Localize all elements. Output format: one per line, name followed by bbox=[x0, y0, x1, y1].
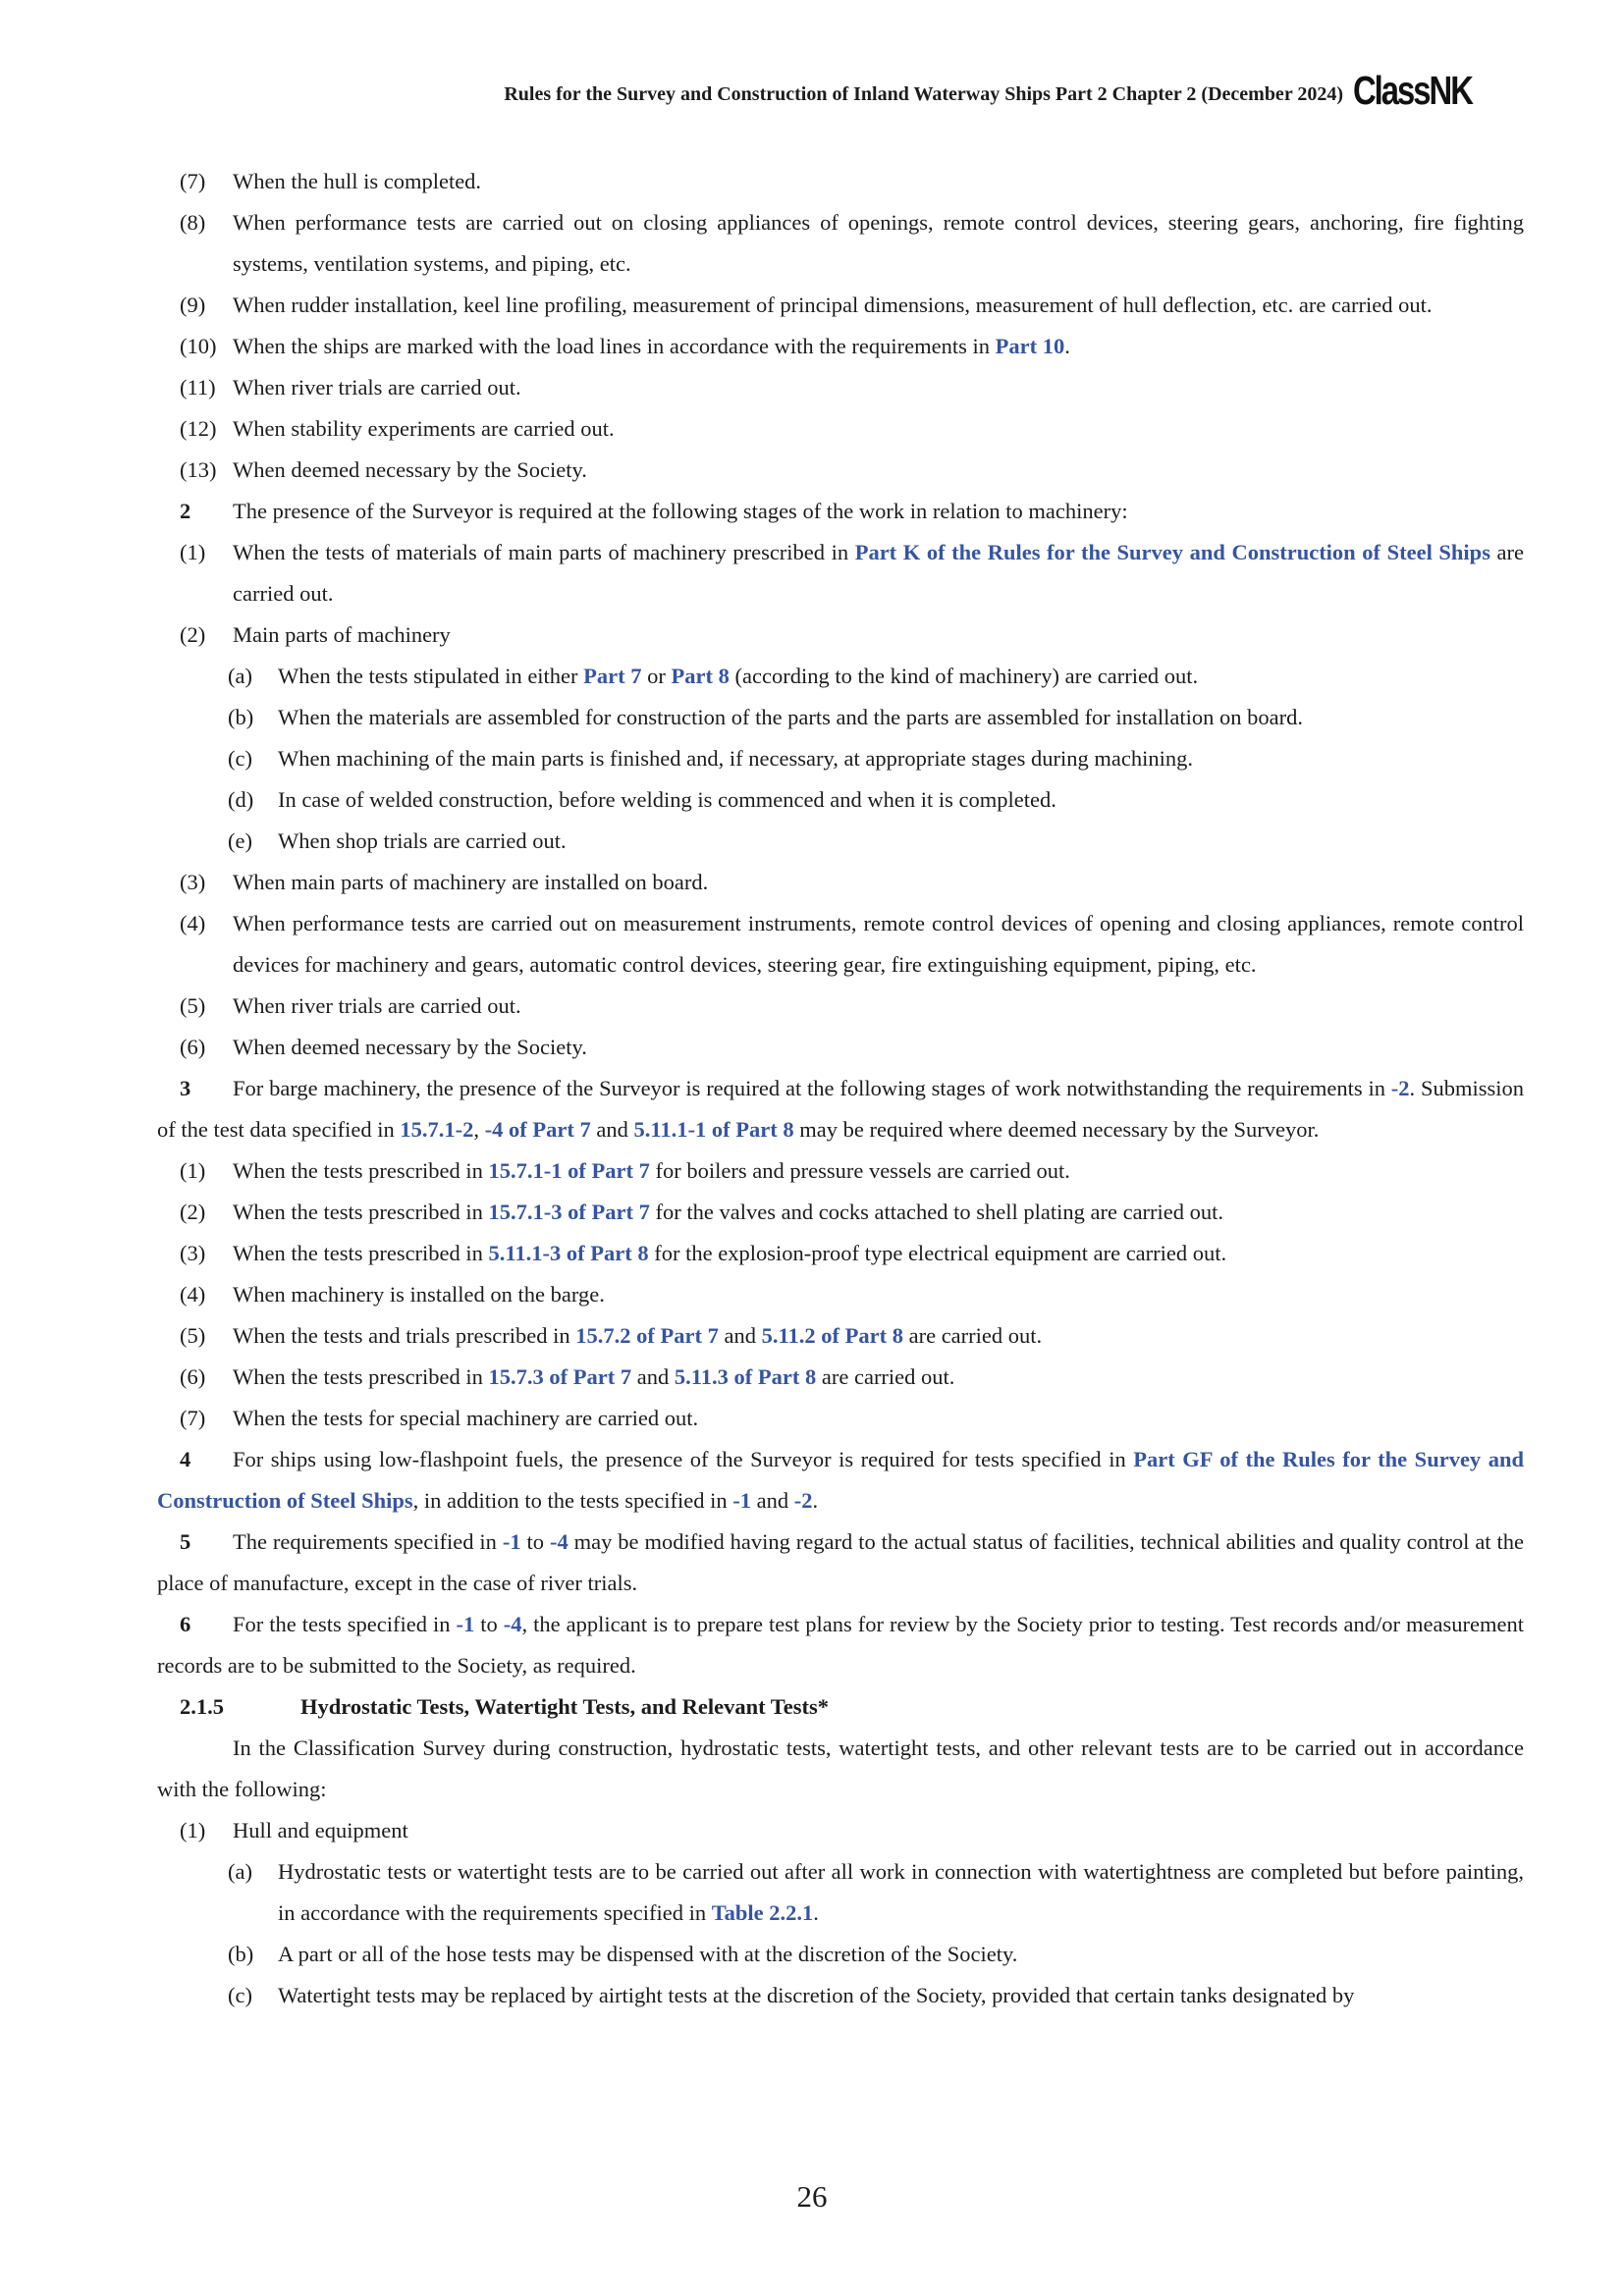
paragraph-5 bbox=[157, 408, 1524, 450]
text-run: When performance tests are carried out on closing appliances of openings, remote control devices, steering gears, anchoring, fire fighting systems, ventilation systems, and piping, etc. bbox=[233, 210, 1524, 276]
list-marker: (5) bbox=[180, 993, 206, 1018]
list-marker: 2 bbox=[180, 499, 191, 523]
list-marker: (a) bbox=[228, 664, 252, 688]
list-marker: (1) bbox=[180, 540, 206, 564]
text-run: In the Classification Survey during construction, hydrostatic tests, watertight tests, and other relevant tests are to be carried out in accordance with the following: bbox=[157, 1735, 1524, 1801]
paragraph-0 bbox=[157, 161, 1524, 202]
header-title: Rules for the Survey and Construction of Inland Waterway Ships Part 2 Chapter 2 (December 2024) bbox=[504, 83, 1343, 105]
paragraph-11 bbox=[157, 697, 1524, 738]
text-run: When river trials are carried out. bbox=[233, 375, 521, 400]
list-marker: (4) bbox=[180, 911, 206, 935]
text-run: for the explosion-proof type electrical equipment are carried out. bbox=[648, 1241, 1227, 1265]
text-run: When the tests prescribed in bbox=[233, 1158, 489, 1183]
text-run: are carried out. bbox=[233, 540, 1524, 606]
paragraph-22 bbox=[157, 1233, 1524, 1274]
paragraph-14 bbox=[157, 821, 1524, 862]
paragraph-7 bbox=[157, 491, 1524, 532]
text-run: are carried out. bbox=[902, 1323, 1043, 1348]
cross-reference-link[interactable]: -2 bbox=[1390, 1076, 1410, 1100]
list-marker: (6) bbox=[180, 1364, 206, 1389]
cross-reference-link[interactable]: 5.11.1-1 of Part 8 bbox=[633, 1117, 794, 1142]
text-run: The requirements specified in bbox=[233, 1529, 503, 1554]
list-marker: 6 bbox=[180, 1612, 191, 1636]
list-marker: (8) bbox=[180, 210, 206, 235]
text-run: to bbox=[520, 1529, 550, 1554]
text-run: When shop trials are carried out. bbox=[278, 828, 567, 853]
cross-reference-link[interactable]: Part 8 bbox=[671, 664, 730, 688]
paragraph-4 bbox=[157, 367, 1524, 408]
text-run: When main parts of machinery are installed on board. bbox=[233, 870, 709, 894]
text-run: A part or all of the hose tests may be dispensed with at the discretion of the Society. bbox=[278, 1942, 1018, 1966]
paragraph-34 bbox=[157, 1934, 1524, 1975]
paragraph-35 bbox=[157, 1975, 1524, 2016]
list-marker: 4 bbox=[180, 1447, 191, 1471]
list-marker: (9) bbox=[180, 293, 206, 317]
list-marker: (d) bbox=[228, 787, 254, 812]
text-run: When rudder installation, keel line profiling, measurement of principal dimensions, measurement of hull deflection, etc. are carried out. bbox=[233, 293, 1433, 317]
cross-reference-link[interactable]: 5.11.3 of Part 8 bbox=[674, 1364, 817, 1389]
list-marker: (b) bbox=[228, 705, 254, 729]
list-marker: 3 bbox=[180, 1076, 191, 1100]
paragraph-10 bbox=[157, 656, 1524, 697]
text-run: When deemed necessary by the Society. bbox=[233, 457, 587, 482]
paragraph-9 bbox=[157, 614, 1524, 656]
text-run: When deemed necessary by the Society. bbox=[233, 1035, 587, 1059]
paragraph-3 bbox=[157, 326, 1524, 367]
cross-reference-link[interactable]: 5.11.2 of Part 8 bbox=[761, 1323, 903, 1348]
text-run: When river trials are carried out. bbox=[233, 993, 521, 1018]
list-marker: (6) bbox=[180, 1035, 206, 1059]
cross-reference-link[interactable]: -4 bbox=[503, 1612, 522, 1636]
list-marker: (4) bbox=[180, 1282, 206, 1307]
text-run: When the ships are marked with the load lines in accordance with the requirements in bbox=[233, 334, 996, 358]
list-marker: (3) bbox=[180, 1241, 206, 1265]
paragraph-6 bbox=[157, 450, 1524, 491]
cross-reference-link[interactable]: -4 bbox=[549, 1529, 568, 1554]
text-run: . Submission of the test data specified in bbox=[157, 1076, 1525, 1142]
paragraph-12 bbox=[157, 738, 1524, 779]
text-run: . bbox=[813, 1900, 819, 1925]
text-run: are carried out. bbox=[816, 1364, 955, 1389]
list-marker: (c) bbox=[228, 746, 252, 771]
text-run: (according to the kind of machinery) are carried out. bbox=[729, 664, 1199, 688]
list-marker: (3) bbox=[180, 870, 206, 894]
paragraph-16 bbox=[157, 903, 1524, 986]
paragraph-28 bbox=[157, 1522, 1524, 1604]
paragraph-15 bbox=[157, 862, 1524, 903]
section-heading bbox=[157, 1686, 1524, 1728]
list-marker: (2) bbox=[180, 622, 206, 647]
text-run: When machining of the main parts is finished and, if necessary, at appropriate stages during machining. bbox=[278, 746, 1194, 771]
list-marker: 5 bbox=[180, 1529, 191, 1554]
cross-reference-link[interactable]: Part 7 bbox=[583, 664, 642, 688]
paragraph-24 bbox=[157, 1315, 1524, 1357]
cross-reference-link[interactable]: Part GF of the Rules for the Survey and Construction of Steel Ships bbox=[157, 1447, 1524, 1513]
paragraph-27 bbox=[157, 1439, 1524, 1522]
text-run: When the tests and trials prescribed in bbox=[233, 1323, 576, 1348]
paragraph-18 bbox=[157, 1027, 1524, 1068]
paragraph-20 bbox=[157, 1150, 1524, 1192]
cross-reference-link[interactable]: -2 bbox=[793, 1488, 813, 1513]
paragraph-13 bbox=[157, 779, 1524, 821]
text-run: to bbox=[474, 1612, 504, 1636]
list-marker: 2.1.5 bbox=[180, 1694, 224, 1719]
paragraph-31 bbox=[157, 1728, 1524, 1810]
list-marker: (c) bbox=[228, 1983, 252, 2007]
text-run: . bbox=[812, 1488, 819, 1513]
list-marker: (10) bbox=[180, 334, 217, 358]
paragraph-17 bbox=[157, 986, 1524, 1027]
list-marker: (1) bbox=[180, 1818, 206, 1842]
paragraph-1 bbox=[157, 202, 1524, 285]
text-run: and bbox=[590, 1117, 634, 1142]
list-marker: (1) bbox=[180, 1158, 206, 1183]
text-run: for boilers and pressure vessels are carried out. bbox=[649, 1158, 1070, 1183]
text-run: When the tests of materials of main parts of machinery prescribed in bbox=[233, 540, 855, 564]
paragraph-26 bbox=[157, 1398, 1524, 1439]
list-marker: (5) bbox=[180, 1323, 206, 1348]
cross-reference-link[interactable]: 5.11.1-3 of Part 8 bbox=[488, 1241, 649, 1265]
text-run: or bbox=[641, 664, 672, 688]
text-run: and bbox=[631, 1364, 675, 1389]
text-run: may be required where deemed necessary by the Surveyor. bbox=[793, 1117, 1320, 1142]
text-run: When the tests prescribed in bbox=[233, 1241, 489, 1265]
text-run: When stability experiments are carried out. bbox=[233, 416, 615, 441]
cross-reference-link[interactable]: -1 bbox=[732, 1488, 751, 1513]
text-run: for the valves and cocks attached to shell plating are carried out. bbox=[649, 1200, 1224, 1224]
text-run: When the tests stipulated in either bbox=[278, 664, 584, 688]
text-run: , bbox=[473, 1117, 485, 1142]
text-run: Watertight tests may be replaced by airtight tests at the discretion of the Society, provided that certain tanks designated by bbox=[278, 1983, 1355, 2007]
text-run: Main parts of machinery bbox=[233, 622, 451, 647]
list-marker: (12) bbox=[180, 416, 217, 441]
text-run: , in addition to the tests specified in bbox=[412, 1488, 733, 1513]
cross-reference-link[interactable]: Table 2.2.1 bbox=[711, 1900, 814, 1925]
paragraph-23 bbox=[157, 1274, 1524, 1315]
text-run: When the materials are assembled for construction of the parts and the parts are assembled for installation on board. bbox=[278, 705, 1304, 729]
paragraph-2 bbox=[157, 285, 1524, 326]
text-run: When machinery is installed on the barge. bbox=[233, 1282, 605, 1307]
document-body bbox=[157, 161, 1524, 2016]
cross-reference-link[interactable]: 15.7.1-3 of Part 7 bbox=[488, 1200, 650, 1224]
cross-reference-link[interactable]: 15.7.2 of Part 7 bbox=[575, 1323, 719, 1348]
cross-reference-link[interactable]: -1 bbox=[502, 1529, 521, 1554]
list-marker: (a) bbox=[228, 1859, 252, 1884]
text-run: When the tests prescribed in bbox=[233, 1364, 489, 1389]
classnk-logo: ClassNK bbox=[1353, 68, 1472, 113]
text-run: , the applicant is to prepare test plans for review by the Society prior to testing. Test records and/or measurement records are to be submitted to the Society, as required. bbox=[157, 1612, 1524, 1678]
text-run: Hydrostatic tests or watertight tests are to be carried out after all work in connection with watertightness are completed but before painting, in accordance with the requirements specified in bbox=[278, 1859, 1524, 1925]
list-marker: (b) bbox=[228, 1942, 254, 1966]
text-run: and bbox=[750, 1488, 794, 1513]
list-marker: (11) bbox=[180, 375, 216, 400]
text-run: When the tests for special machinery are carried out. bbox=[233, 1406, 699, 1430]
list-marker: (13) bbox=[180, 457, 217, 482]
list-marker: (7) bbox=[180, 169, 206, 193]
paragraph-19 bbox=[157, 1068, 1524, 1150]
text-run: When the hull is completed. bbox=[233, 169, 482, 193]
cross-reference-link[interactable]: -1 bbox=[456, 1612, 475, 1636]
text-run: For the tests specified in bbox=[233, 1612, 457, 1636]
paragraph-29 bbox=[157, 1604, 1524, 1686]
paragraph-33 bbox=[157, 1851, 1524, 1934]
text-run: Hull and equipment bbox=[233, 1818, 408, 1842]
list-marker: (7) bbox=[180, 1406, 206, 1430]
text-run: may be modified having regard to the actual status of facilities, technical abilities and quality control at the place of manufacture, except in the case of river trials. bbox=[157, 1529, 1524, 1595]
paragraph-8 bbox=[157, 532, 1524, 614]
cross-reference-link[interactable]: 15.7.1-2 bbox=[400, 1117, 474, 1142]
cross-reference-link[interactable]: 15.7.1-1 of Part 7 bbox=[488, 1158, 650, 1183]
text-run: For ships using low-flashpoint fuels, the presence of the Surveyor is required for tests specified in bbox=[233, 1447, 1134, 1471]
page-number: 26 bbox=[796, 2179, 828, 2214]
text-run: In case of welded construction, before welding is commenced and when it is completed. bbox=[278, 787, 1056, 812]
list-marker: (e) bbox=[228, 828, 252, 853]
cross-reference-link[interactable]: 15.7.3 of Part 7 bbox=[488, 1364, 632, 1389]
text-run: The presence of the Surveyor is required at the following stages of the work in relation to machinery: bbox=[233, 499, 1128, 523]
text-run: For barge machinery, the presence of the Surveyor is required at the following stages of work notwithstanding the requirements in bbox=[233, 1076, 1391, 1100]
cross-reference-link[interactable]: -4 of Part 7 bbox=[484, 1117, 591, 1142]
text-run: Hydrostatic Tests, Watertight Tests, and Relevant Tests* bbox=[300, 1694, 829, 1719]
paragraph-32 bbox=[157, 1810, 1524, 1851]
text-run: When performance tests are carried out on measurement instruments, remote control devices of opening and closing appliances, remote control devices for machinery and gears, automatic control devices, steering gear, fire extinguishing equipment, piping, etc. bbox=[233, 911, 1524, 977]
list-marker: (2) bbox=[180, 1200, 206, 1224]
text-run: . bbox=[1064, 334, 1070, 358]
paragraph-21 bbox=[157, 1192, 1524, 1233]
text-run: and bbox=[718, 1323, 762, 1348]
cross-reference-link[interactable]: Part K of the Rules for the Survey and Construction of Steel Ships bbox=[854, 540, 1490, 564]
paragraph-25 bbox=[157, 1357, 1524, 1398]
cross-reference-link[interactable]: Part 10 bbox=[995, 334, 1065, 358]
text-run: When the tests prescribed in bbox=[233, 1200, 489, 1224]
